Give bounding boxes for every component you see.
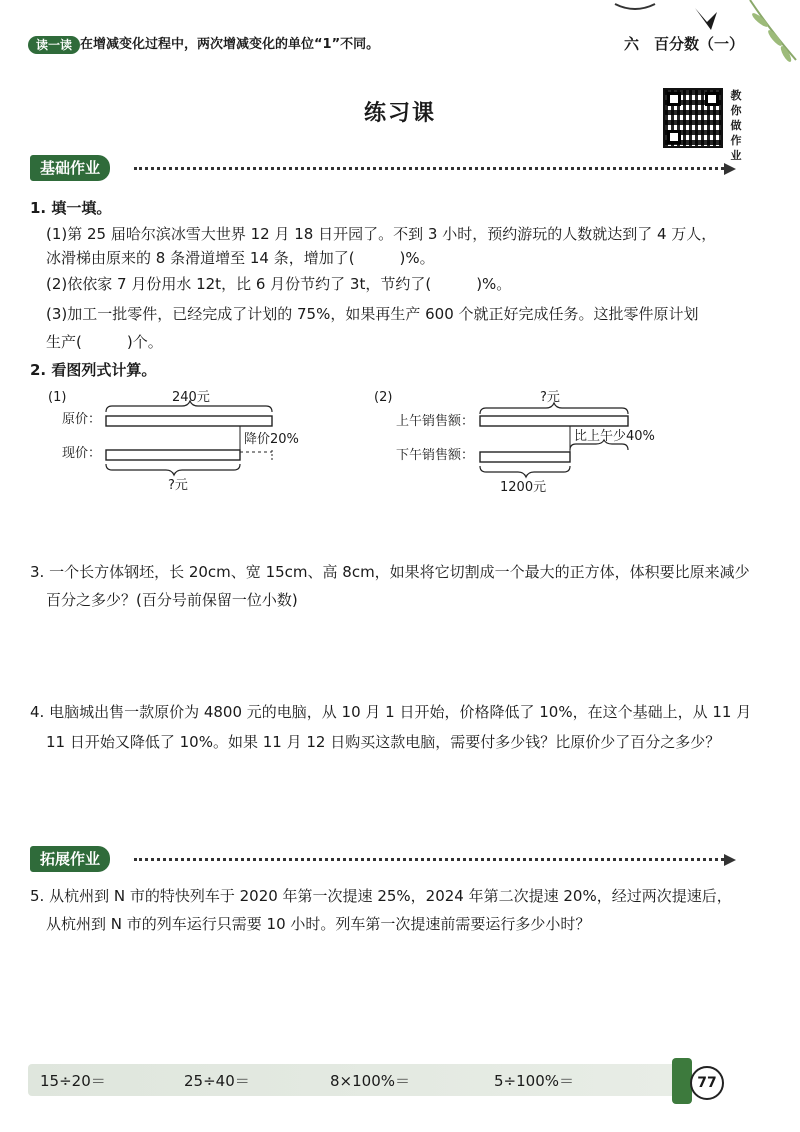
- question-1-line: (2)依依家 7 月份用水 12t，比 6 月份节约了 3t，节约了( )%。: [46, 275, 512, 293]
- diagram-1-number: (1): [48, 390, 67, 405]
- diagram-1-row2-label: 现价：: [62, 446, 102, 461]
- diagram-2-row2-label: 下午销售额：: [396, 448, 475, 463]
- question-2-head: 2. 看图列式计算。: [30, 361, 157, 379]
- question-5-line: 5. 从杭州到 N 市的特快列车于 2020 年第一次提速 25%，2024 年第二次提速 20%，经过两次提速后，: [30, 887, 732, 905]
- diagram-1-row1-label: 原价：: [62, 412, 102, 427]
- question-5-line: 从杭州到 N 市的列车运行只需要 10 小时。列车第一次提速前需要运行多少小时？: [46, 915, 591, 933]
- tip-badge: 读一读: [28, 36, 80, 54]
- footer-exercise: 8×100%＝: [330, 1072, 410, 1090]
- qr-label: 教 你 做 作 业: [730, 89, 742, 162]
- qr-code-icon[interactable]: [663, 88, 723, 148]
- diagram-2-bottom-label: 1200元: [500, 480, 547, 495]
- diagram-2-right-label: 比上午少40%: [574, 429, 655, 444]
- section-banner-basic: 基础作业: [30, 155, 110, 181]
- arrow-right-icon: [724, 163, 736, 175]
- question-4-line: 11 日开始又降低了 10%。如果 11 月 12 日购买这款电脑，需要付多少钱？比原价少了百分之多少？: [46, 733, 721, 751]
- section-banner-extended: 拓展作业: [30, 846, 110, 872]
- diagram-2-row1-label: 上午销售额：: [396, 414, 475, 429]
- footer-exercise: 15÷20＝: [40, 1072, 106, 1090]
- tip-text: 在增减变化过程中，两次增减变化的单位“1”不同。: [80, 37, 380, 52]
- diagram-1-bottom-label: ?元: [168, 478, 188, 493]
- question-1-head: 1. 填一填。: [30, 199, 112, 217]
- arrow-right-icon: [724, 854, 736, 866]
- page-title: 练习课: [363, 101, 436, 126]
- page-number: 77: [690, 1066, 724, 1100]
- page-tab: [672, 1058, 692, 1104]
- footer-exercise: 5÷100%＝: [494, 1072, 574, 1090]
- footer-exercise: 25÷40＝: [184, 1072, 250, 1090]
- chapter-title: 六 百分数（一）: [624, 35, 745, 53]
- bird-decoration-icon: [600, 0, 800, 86]
- diagram-1-right-label: 降价20%: [244, 432, 299, 447]
- dotted-divider: [134, 167, 724, 170]
- question-3-line: 3. 一个长方体钢坯，长 20cm、宽 15cm、高 8cm，如果将它切割成一个最大的正方体，体积要比原来减少: [30, 563, 750, 581]
- question-3-line: 百分之多少？(百分号前保留一位小数): [46, 591, 298, 609]
- line-segment-diagram-1: [96, 400, 286, 480]
- diagram-1-top-label: 240元: [172, 390, 210, 405]
- dotted-divider: [134, 858, 724, 861]
- question-1-line: 冰滑梯由原来的 8 条滑道增至 14 条，增加了( )%。: [46, 249, 435, 267]
- question-1-line: (1)第 25 届哈尔滨冰雪大世界 12 月 18 日开园了。不到 3 小时，预约游玩的人数就达到了 4 万人，: [46, 225, 717, 243]
- question-4-line: 4. 电脑城出售一款原价为 4800 元的电脑，从 10 月 1 日开始，价格降低了 10%，在这个基础上，从 11 月: [30, 703, 752, 721]
- question-1-line: 生产( )个。: [46, 333, 163, 351]
- line-segment-diagram-2: [472, 400, 642, 484]
- diagram-2-top-label: ?元: [540, 390, 560, 405]
- diagram-2-number: (2): [374, 390, 393, 405]
- question-1-line: (3)加工一批零件，已经完成了计划的 75%，如果再生产 600 个就正好完成任务。这批零件原计划: [46, 305, 699, 323]
